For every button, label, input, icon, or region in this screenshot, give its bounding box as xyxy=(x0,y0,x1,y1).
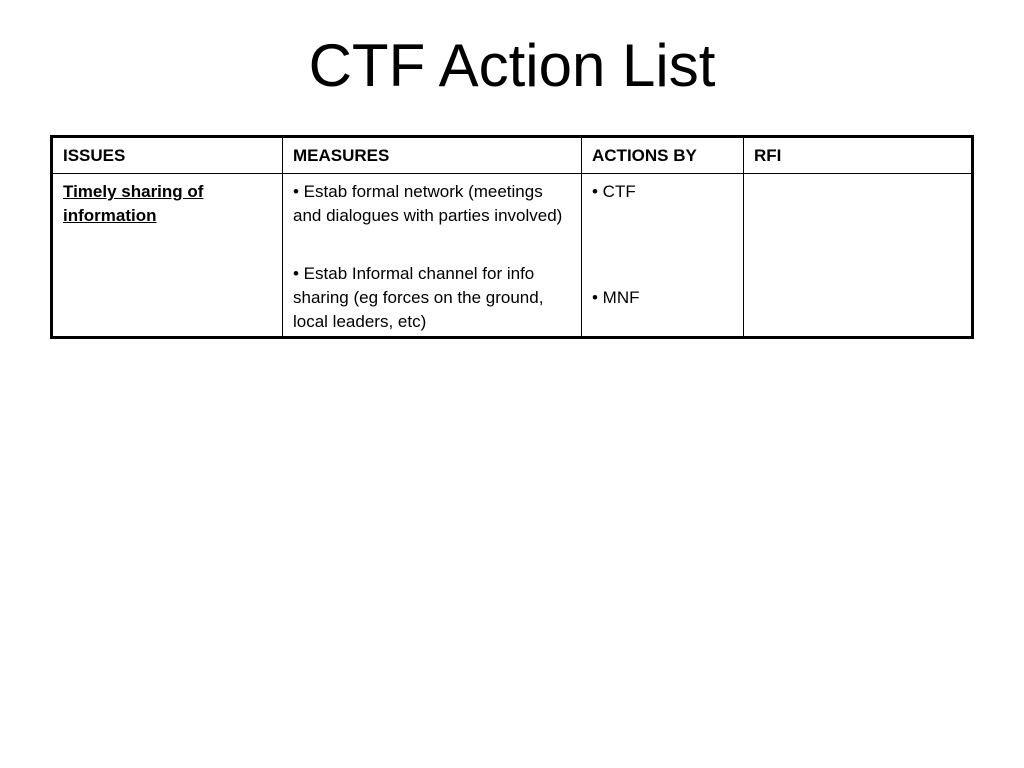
header-measures: MEASURES xyxy=(283,137,582,174)
header-rfi: RFI xyxy=(744,137,973,174)
table-row xyxy=(52,174,973,338)
table-header-row xyxy=(52,137,973,174)
action-list-table xyxy=(50,135,974,339)
measure-item: • Estab Informal channel for info sharing (eg forces on the ground, local leaders, etc) xyxy=(293,264,544,331)
measures-cell xyxy=(283,174,582,338)
slide-title: CTF Action List xyxy=(308,32,716,99)
actions-by-cell xyxy=(582,174,744,338)
measure-item: • Estab formal network (meetings and dialogues with parties involved) xyxy=(293,182,563,225)
header-issues: ISSUES xyxy=(52,137,283,174)
rfi-cell xyxy=(744,174,973,338)
issue-cell xyxy=(52,174,283,338)
issue-text: Timely sharing of information xyxy=(63,182,204,225)
action-item: • MNF xyxy=(592,288,640,307)
header-actions-by: ACTIONS BY xyxy=(582,137,744,174)
action-item: • CTF xyxy=(592,182,636,201)
